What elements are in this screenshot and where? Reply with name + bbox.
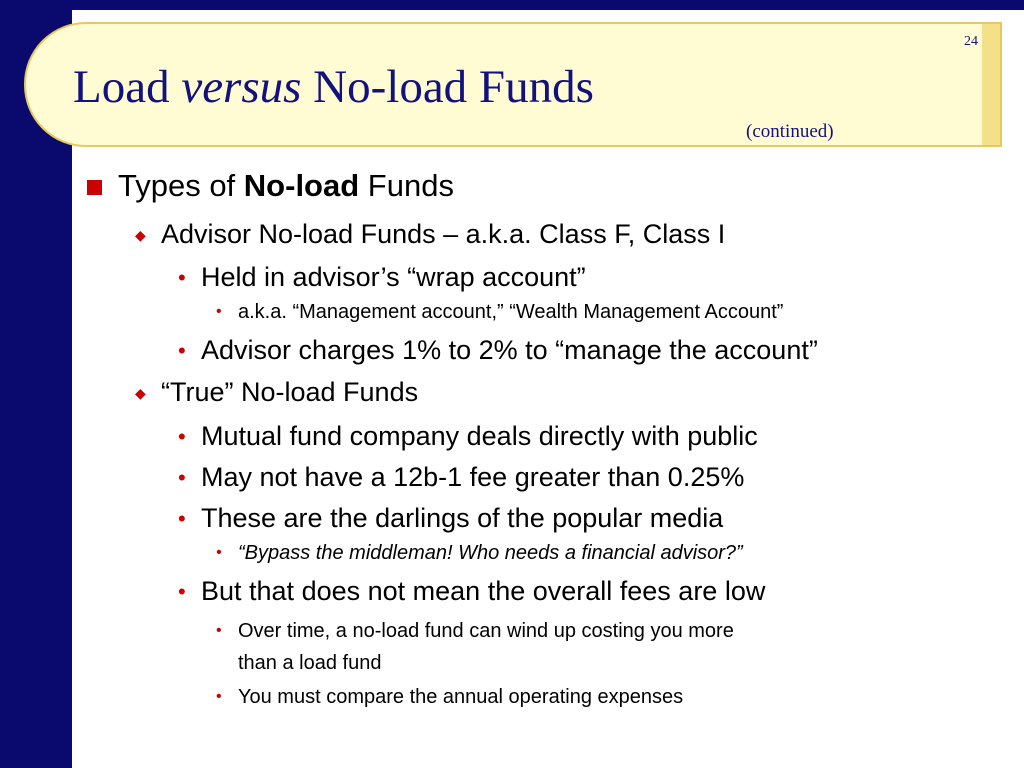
list-item-text: Types of xyxy=(118,168,244,203)
list-item xyxy=(178,335,818,366)
list-item-text: You must compare the annual operating expenses xyxy=(238,686,684,708)
dot-bullet-icon: • xyxy=(216,622,222,639)
slide-subtitle: (continued) xyxy=(746,121,834,142)
list-item-text: Mutual fund company deals directly with public xyxy=(201,421,758,451)
list-item-text: “True” No-load Funds xyxy=(161,377,419,407)
list-item-text: Funds xyxy=(359,168,454,203)
list-item xyxy=(178,262,586,293)
navy-top-bar xyxy=(0,0,1024,10)
list-item-text: Advisor No-load Funds – a.k.a. Class F, Class I xyxy=(161,219,726,249)
list-item xyxy=(178,462,745,493)
dot-bullet-icon: • xyxy=(216,688,222,705)
list-item xyxy=(216,686,684,709)
list-item xyxy=(178,421,758,452)
list-item-text: But that does not mean the overall fees are low xyxy=(201,576,766,606)
diamond-bullet-icon: ◆ xyxy=(135,227,146,243)
list-item-text: than a load fund xyxy=(238,652,382,674)
diamond-bullet-icon: ◆ xyxy=(135,385,146,401)
list-item-bold: No-load xyxy=(243,168,360,203)
list-item xyxy=(135,377,419,408)
dot-bullet-icon: • xyxy=(216,303,222,320)
list-item xyxy=(216,542,743,565)
title-banner-strip xyxy=(982,24,1000,145)
list-item xyxy=(135,219,726,250)
list-item-text: These are the darlings of the popular media xyxy=(201,503,724,533)
dot-bullet-icon: • xyxy=(178,506,186,531)
list-item-text: Held in advisor’s “wrap account” xyxy=(201,262,586,292)
list-item xyxy=(216,301,784,324)
list-item xyxy=(178,576,766,607)
title-part-1: Load xyxy=(73,61,182,113)
dot-bullet-icon: • xyxy=(178,579,186,604)
list-item xyxy=(178,503,724,534)
list-item-text: May not have a 12b-1 fee greater than 0.25% xyxy=(201,462,745,492)
title-banner xyxy=(24,22,1002,147)
dot-bullet-icon: • xyxy=(178,465,186,490)
list-item-text: “Bypass the middleman! Who needs a financial advisor?” xyxy=(238,542,743,564)
dot-bullet-icon: • xyxy=(178,265,186,290)
title-italic: versus xyxy=(181,61,302,113)
dot-bullet-icon: • xyxy=(216,544,222,561)
square-bullet-icon xyxy=(87,180,102,195)
list-item-text: a.k.a. “Management account,” “Wealth Management Account” xyxy=(238,301,784,323)
title-part-2: No-load Funds xyxy=(301,61,594,113)
list-item xyxy=(216,620,734,643)
list-item xyxy=(118,168,454,204)
list-item-text: Over time, a no-load fund can wind up costing you more xyxy=(238,620,734,642)
list-item-text: Advisor charges 1% to 2% to “manage the account” xyxy=(201,335,818,365)
slide-number: 24 xyxy=(964,34,978,49)
list-item-continuation xyxy=(238,652,381,675)
slide-title xyxy=(73,61,594,113)
dot-bullet-icon: • xyxy=(178,424,186,449)
dot-bullet-icon: • xyxy=(178,338,186,363)
